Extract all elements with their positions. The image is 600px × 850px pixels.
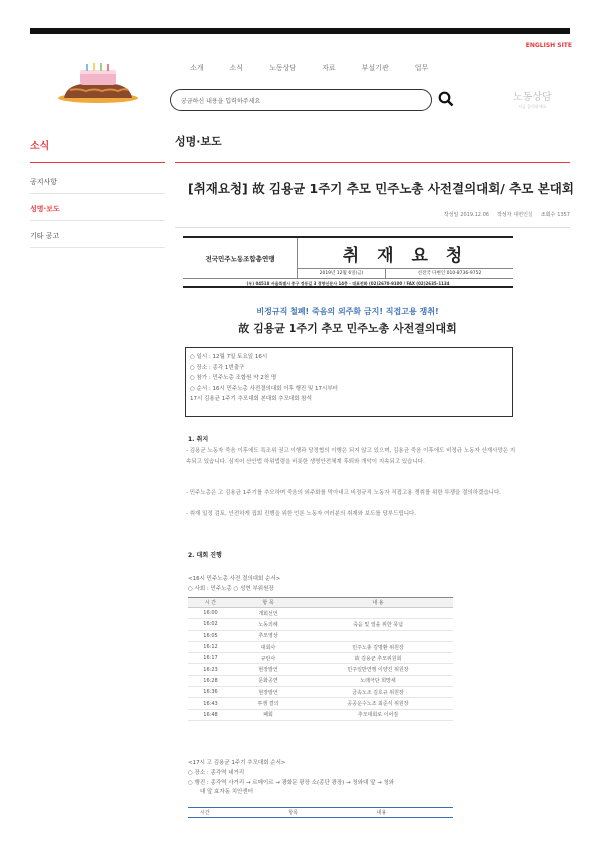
search-icon[interactable] [438,91,454,107]
main-nav [190,63,454,73]
table-cell: 추모대회로 이어짐 [303,709,453,720]
post-meta [444,211,570,218]
consult-title: 노동상담 [513,92,552,103]
info-line: ○ 장소 : 종각 1번출구 [190,364,245,371]
table-cell: 금속노조 김호규 위원장 [303,687,453,698]
nav-item-labor-consult[interactable]: 노동상담 [269,64,297,72]
paragraph: - 취재 일정 검토, 안전하게 집회 진행을 위한 언론 노동자 여러분의 취재와 보도를 당부드립니다. [186,511,417,517]
table-row [188,619,453,630]
nav-item-news[interactable]: 소식 [229,64,244,72]
table-header: 내용 [365,808,453,818]
program-march: 대 앞 효자동 치안센터 [200,789,254,795]
table-cell: 故 김용균 추모위원회 [303,653,453,664]
press-release-header [183,236,513,288]
table-cell: 16:00 [188,608,233,619]
table-header: 항목 [276,808,364,818]
event-title: 故 김용균 1주기 추모 민주노총 사전결의대회 [238,322,457,335]
table-cell: 16:36 [188,687,233,698]
meta-divider [175,227,570,228]
table-cell: 추모영상 [233,630,303,641]
table-cell: 16:02 [188,619,233,630]
table-cell: 16:43 [188,698,233,709]
table-row [188,630,453,641]
table-cell: 민주일반연맹 이양진 위원장 [303,664,453,675]
press-contact: 선전국 다변인 010-8736-9752 [386,268,513,278]
post-views: 1357 [557,212,570,218]
nav-item-resources[interactable]: 자료 [322,64,336,72]
table-cell: 민주노총 김명환 위원장 [303,641,453,652]
table-cell: 16:28 [188,675,233,686]
table-cell: 16:05 [188,630,233,641]
table-cell: 16:12 [188,641,233,652]
table-cell: 문화공연 [233,675,303,686]
table-row [188,709,453,720]
program-place: ○ 장소 : 종각역 네거리 [188,770,245,776]
title-divider [175,162,570,163]
slogan: 비정규직 철폐! 죽음의 외주화 금지! 직접고용 쟁취! [256,307,439,316]
program-mc: ○ 사회 : 민주노총 ○ 성현 부위원장 [188,586,274,592]
press-org: 전국민주노동조합총연맹 [183,238,298,278]
search-input[interactable]: 궁금하신 내용을 입력하주세요 [170,89,432,111]
program-title: <17시 고 김용균 1주기 추모대회 순서> [188,760,286,766]
date-label: 작성일 [443,212,459,218]
table-cell: 개회선언 [233,608,303,619]
sidebar-item-notices[interactable]: 공지사항 [30,178,58,186]
table-cell: 투쟁 결의 [233,698,303,709]
table-cell: 죽음 및 열을 위한 묵념 [303,619,453,630]
sidebar-divider [30,193,165,194]
sidebar-item-other-notices[interactable]: 기타 공고 [30,232,60,240]
table-cell: 16:48 [188,709,233,720]
sidebar-divider [30,247,165,248]
post-date: 2019.12.06 [460,212,489,218]
program-title: <16시 민주노총 사전 결의대회 순서> [188,576,281,582]
section-heading: 2. 대회 진행 [188,552,222,559]
post-title: [취재요청] 故 김용균 1주기 추모 민주노총 사전결의대회/ 추모 본대회 [188,181,574,196]
table-cell: 현장발언 [233,664,303,675]
table-cell: 규탄사 [233,653,303,664]
english-site-link[interactable]: ENGLISH SITE [525,42,572,49]
nav-item-work[interactable]: 업무 [414,64,429,72]
table-row [188,675,453,686]
table-cell: 대회사 [233,641,303,652]
table-row [188,664,453,675]
post-author: 대변인실 [513,212,533,218]
table-cell: 노래극단 희망새 [303,675,453,686]
top-bar [30,28,570,34]
table-row [188,653,453,664]
table-header: 내 용 [303,598,453,608]
page-title: 성명·보도 [175,135,222,148]
section-heading: 1. 취지 [188,436,209,443]
sidebar-divider [30,162,165,163]
table-row [188,698,453,709]
table-row [188,641,453,652]
info-line: ○ 일시 : 12월 7일 토요일 16시 [190,354,268,360]
schedule-table-2 [188,807,453,818]
table-cell: 폐회 [233,709,303,720]
table-cell: 현장발언 [233,687,303,698]
views-label: 조회수 [540,212,556,218]
author-label: 작성자 [496,212,512,218]
table-cell: 공공운수노조 최준식 위원장 [303,698,453,709]
consult-subtitle: 지금 클릭하세요 [518,104,547,109]
press-address: (우) 04518 서울특별시 중구 정동길 3 경향신문사 14층 · 대표전화 (02)2670-9100 / FAX (02)2635-1134 [183,278,513,288]
sidebar-divider [30,220,165,221]
table-header: 시간 [188,808,276,818]
event-info-box [185,347,513,417]
sidebar-title: 소식 [30,141,50,152]
schedule-table [188,597,453,721]
table-cell [303,608,453,619]
table-header: 항 목 [233,598,303,608]
nav-item-affiliates[interactable]: 부설기관 [361,64,389,72]
sidebar-item-statements[interactable]: 성명·보도 [30,205,60,213]
table-header: 시 간 [188,598,233,608]
program-march: ○ 행진 : 종각역 사거리 → 르메이르 → 광화문 광장 소(종단 광장) → 청와대 앞 → 청와 [188,780,395,786]
labor-consult-button[interactable] [513,88,552,110]
press-date: 2019년 12월 6일(금) [298,268,386,278]
table-cell: 16:23 [188,664,233,675]
paragraph: - 김용균 노동자 죽음 이후에도 특조위 권고 이행과 당정협의 이행은 되지 않고 있으며, 김용균 죽음 이후에도 비정규 노동자 산재사망은 지속되고 있습니다. 심지어 산안법 하위법령을 비롯한 생명안전체계 후퇴와 개악이 지속되고 있습니다. [186,448,516,465]
table-cell: 노동의례 [233,619,303,630]
table-row [188,608,453,619]
table-cell: 16:17 [188,653,233,664]
info-line: ○ 참가 : 민주노총 조합원 약 2천 명 [190,375,277,381]
table-cell [303,630,453,641]
info-line: ○ 순서 : 16시 민주노총 사전결의대회 이후 행진 및 17시부터 [190,385,338,392]
press-heading: 취 재 요 청 [342,245,469,266]
table-row [188,687,453,698]
info-line: 17시 김용균 1주기 추모대회 본대회 추모대회 참석 [190,396,312,402]
logo-cake-icon[interactable] [56,60,140,104]
paragraph: - 민주노총은 고 김용균 1주기를 추모하며 죽음의 외주화를 막아내고 비정규직 노동자 직접고용 쟁취를 위한 투쟁을 결의하겠습니다. [186,490,502,496]
nav-item-about[interactable]: 소개 [190,64,204,72]
